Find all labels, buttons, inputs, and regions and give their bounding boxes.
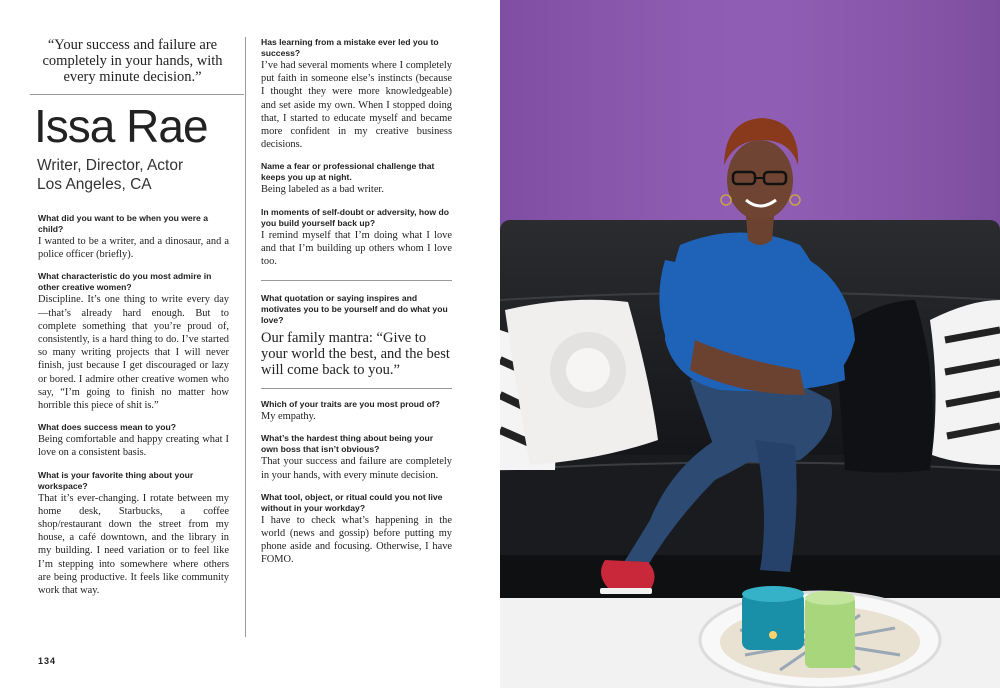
- question: In moments of self-doubt or adversity, how do you build yourself back up?: [261, 206, 449, 228]
- red-sneaker: [601, 560, 655, 590]
- divider: [261, 280, 452, 281]
- question: Has learning from a mistake ever led you to success?: [261, 37, 439, 58]
- question: What’s the hardest thing about being your own boss that isn’t obvious?: [261, 433, 434, 455]
- portrait-photo: [500, 0, 1000, 688]
- role-location: Los Angeles, CA: [37, 176, 152, 193]
- question: What characteristic do you most admire in other creative women?: [38, 271, 212, 293]
- page-number: 134: [38, 656, 57, 666]
- answer: I have to check what’s happening in the world (news and gossip) before putting my phone aside and focusing. Otherwise, I have FOMO.: [261, 514, 452, 566]
- profile-name: Issa Rae: [34, 100, 208, 152]
- answer: Discipline. It’s one thing to write every day—that’s already hard enough. But to complete something that you’re proud of, consistently, is a hard thing to do. I’ve started so many writing projects that I will never finish, just because I get discouraged or lazy or bored. I admire other creative women who say, “I’m going to finish no matter how horrible this piece of shit is.”: [38, 294, 229, 412]
- divider: [30, 94, 244, 95]
- pillow-flower-center: [566, 348, 610, 392]
- answer: Being labeled as a bad writer.: [261, 184, 384, 196]
- right-column: [261, 37, 452, 577]
- answer: That it’s ever-changing. I rotate between my home desk, Starbucks, a coffee shop/restaurant down the street from my house, a café downtown, and the library in my building. I need variation or to feel like I’m stepping into somewhere where others are being productive. It feels like community work that way.: [38, 492, 229, 597]
- candle-flame: [769, 631, 777, 639]
- question: Name a fear or professional challenge that keeps you up at night.: [261, 161, 435, 183]
- face: [727, 140, 793, 220]
- question: What did you want to be when you were a child?: [38, 213, 208, 234]
- question: What quotation or saying inspires and motivates you to be yourself and do what you love?: [261, 293, 448, 326]
- question: What does success mean to you?: [38, 422, 177, 433]
- divider: [261, 388, 452, 389]
- answer: My empathy.: [261, 411, 316, 423]
- answer: That your success and failure are completely in your hands, with every minute decision.: [261, 456, 452, 481]
- question: What is your favorite thing about your workspace?: [38, 469, 194, 491]
- pull-quote: “Your success and failure are completely in your hands, with every minute decision.”: [42, 37, 223, 85]
- profile-role: [37, 156, 237, 194]
- portrait-illustration: [500, 0, 1000, 688]
- green-candle-jar: [805, 596, 855, 668]
- sneaker-sole: [600, 588, 652, 594]
- blue-jar-rim: [742, 586, 804, 602]
- answer: I’ve had several moments where I completely put faith in someone else’s instincts (because I thought they were more knowledgeable) and set aside my own. When I stopped doing that, I started to educate myself and became more confident in my creative business decisions.: [261, 60, 452, 151]
- role-title: Writer, Director, Actor: [37, 157, 184, 174]
- left-column: [38, 213, 229, 607]
- question: Which of your traits are you most proud of?: [261, 399, 441, 410]
- answer: I wanted to be a writer, and a dinosaur, and a police officer (briefly).: [38, 236, 229, 261]
- column-divider: [245, 37, 246, 637]
- answer: Being comfortable and happy creating what I love on a consistent basis.: [38, 434, 229, 459]
- question: What tool, object, or ritual could you not live without in your workday?: [261, 491, 443, 513]
- green-jar-rim: [805, 591, 855, 605]
- patterned-pillow-right: [930, 300, 1000, 465]
- mantra-quote: Our family mantra: “Give to your world the best, and the best will come back to you.”: [261, 330, 450, 379]
- answer: I remind myself that I’m doing what I love and that I’m building up others whom I love too.: [261, 229, 452, 268]
